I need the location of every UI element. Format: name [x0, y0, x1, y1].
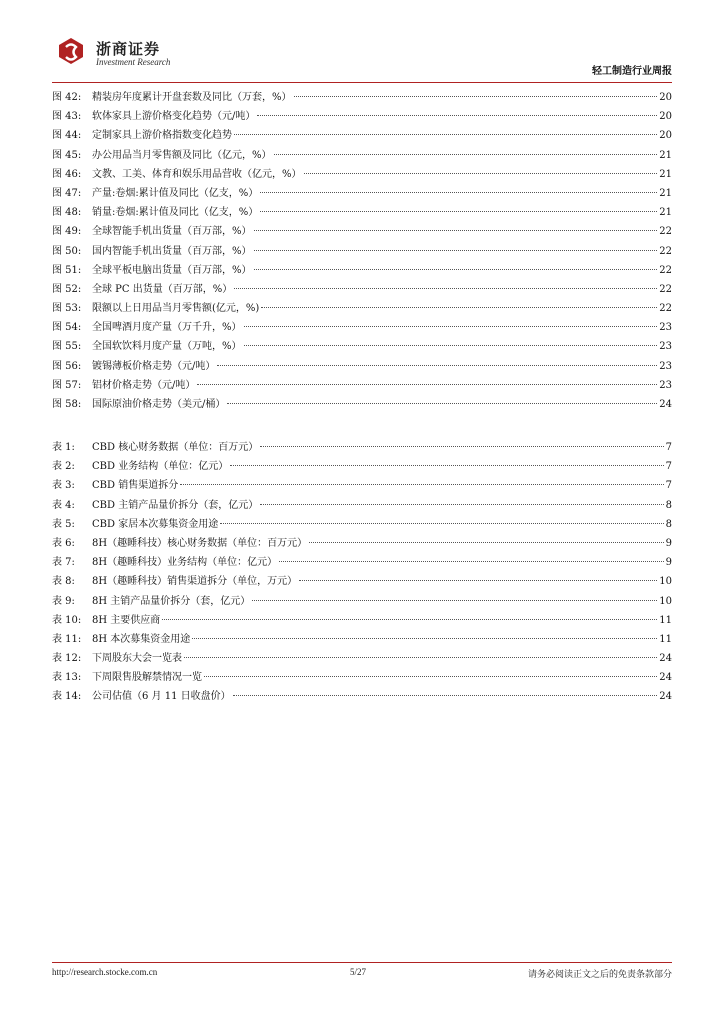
- table-entry[interactable]: [52, 534, 672, 553]
- entry-label: 图 49:: [52, 226, 82, 238]
- entry-label: 表 12:: [52, 653, 82, 665]
- dot-leader: [230, 465, 663, 466]
- table-entry[interactable]: [52, 496, 672, 515]
- dot-leader: [252, 600, 657, 601]
- entry-title: 8H（趣睡科技）业务结构（单位：亿元）: [92, 557, 278, 569]
- figure-entry[interactable]: [52, 299, 672, 318]
- entry-title: 精装房年度累计开盘套数及同比（万套，%）: [92, 92, 292, 103]
- entry-title: 办公用品当月零售额及同比（亿元，%）: [92, 149, 272, 161]
- entry-label: 图 56:: [52, 360, 82, 372]
- entry-page: 23: [659, 379, 672, 391]
- figure-entry[interactable]: [52, 165, 672, 184]
- entry-title: 软体家具上游价格变化趋势（元/吨）: [92, 111, 256, 123]
- entry-label: 图 58:: [52, 399, 82, 410]
- dot-leader: [204, 676, 657, 677]
- entry-label: 表 10:: [52, 614, 82, 626]
- figure-list: [52, 88, 672, 414]
- entry-page: 9: [665, 557, 672, 569]
- logo-subtitle: Investment Research: [96, 57, 171, 67]
- entry-label: 图 46:: [52, 168, 82, 180]
- figure-entry[interactable]: [52, 280, 672, 299]
- entry-page: 20: [659, 111, 672, 123]
- dot-leader: [184, 657, 657, 658]
- entry-page: 8: [665, 499, 672, 511]
- figure-entry[interactable]: [52, 203, 672, 222]
- dot-leader: [180, 484, 663, 485]
- entry-label: 表 9:: [52, 595, 75, 607]
- table-entry[interactable]: [52, 687, 672, 706]
- entry-page: 11: [659, 614, 672, 626]
- entry-page: 7: [665, 442, 672, 453]
- entry-label: 图 51:: [52, 264, 82, 276]
- dot-leader: [294, 96, 658, 97]
- figure-entry[interactable]: [52, 337, 672, 356]
- entry-title: 国际原油价格走势（美元/桶）: [92, 399, 226, 410]
- figure-entry[interactable]: [52, 318, 672, 337]
- entry-page: 22: [659, 264, 672, 276]
- entry-title: 公司估值（6 月 11 日收盘价）: [92, 691, 231, 703]
- entry-page: 22: [659, 303, 672, 315]
- entry-label: 表 2:: [52, 461, 75, 473]
- entry-title: CBD 家居本次募集资金用途: [92, 518, 219, 530]
- entry-title: 定制家具上游价格指数变化趋势: [92, 130, 232, 142]
- entry-label: 图 57:: [52, 379, 82, 391]
- entry-page: 22: [659, 245, 672, 257]
- entry-title: CBD 业务结构（单位：亿元）: [92, 461, 229, 473]
- table-list: [52, 438, 672, 707]
- entry-page: 21: [659, 168, 672, 180]
- page-number: 5/27: [350, 967, 367, 977]
- entry-label: 表 14:: [52, 691, 82, 703]
- entry-label: 图 50:: [52, 245, 82, 257]
- dot-leader: [299, 580, 657, 581]
- entry-title: 限额以上日用品当月零售额(亿元，%): [92, 303, 260, 315]
- dot-leader: [254, 230, 658, 231]
- page-header: [52, 28, 672, 84]
- dot-leader: [279, 561, 664, 562]
- dot-leader: [233, 695, 658, 696]
- entry-label: 表 5:: [52, 518, 75, 530]
- table-entry[interactable]: [52, 553, 672, 572]
- table-entry[interactable]: [52, 572, 672, 591]
- table-entry[interactable]: [52, 630, 672, 649]
- dot-leader: [254, 269, 658, 270]
- dot-leader: [217, 365, 657, 366]
- dot-leader: [244, 326, 658, 327]
- entry-label: 图 54:: [52, 322, 82, 334]
- entry-title: 8H（趣睡科技）核心财务数据（单位：百万元）: [92, 537, 308, 549]
- entry-label: 表 7:: [52, 557, 75, 569]
- figure-entry[interactable]: [52, 222, 672, 241]
- figure-entry[interactable]: [52, 184, 672, 203]
- entry-page: 7: [665, 480, 672, 492]
- table-entry[interactable]: [52, 668, 672, 687]
- entry-page: 10: [659, 576, 672, 588]
- logo-text: 浙商证券: [96, 40, 161, 58]
- logo-icon: [56, 36, 86, 66]
- dot-leader: [260, 504, 663, 505]
- footer-divider: [52, 962, 672, 963]
- figure-entry[interactable]: [52, 88, 672, 107]
- table-entry[interactable]: [52, 515, 672, 534]
- entry-title: 全球智能手机出货量（百万部，%）: [92, 226, 252, 238]
- entry-title: CBD 主销产品量价拆分（套，亿元）: [92, 499, 259, 511]
- entry-label: 图 52:: [52, 283, 82, 295]
- entry-page: 23: [659, 360, 672, 372]
- table-entry[interactable]: [52, 611, 672, 630]
- figure-entry[interactable]: [52, 242, 672, 261]
- disclaimer-note: 请务必阅读正文之后的免责条款部分: [527, 970, 672, 980]
- entry-label: 表 1:: [52, 442, 75, 453]
- entry-title: 全球平板电脑出货量（百万部，%）: [92, 264, 252, 276]
- entry-label: 图 48:: [52, 207, 82, 219]
- entry-page: 20: [659, 92, 672, 103]
- figure-entry[interactable]: [52, 357, 672, 376]
- dot-leader: [220, 523, 663, 524]
- entry-page: 24: [659, 399, 672, 410]
- entry-title: 8H 本次募集资金用途: [92, 633, 191, 645]
- dot-leader: [162, 619, 657, 620]
- entry-page: 21: [659, 149, 672, 161]
- entry-page: 21: [659, 207, 672, 219]
- dot-leader: [192, 638, 657, 639]
- entry-title: 产量:卷烟:累计值及同比（亿支，%）: [92, 187, 259, 199]
- dot-leader: [309, 542, 664, 543]
- dot-leader: [260, 192, 657, 193]
- entry-page: 22: [659, 283, 672, 295]
- entry-label: 图 47:: [52, 187, 82, 199]
- entry-page: 8: [665, 518, 672, 530]
- entry-title: 销量:卷烟:累计值及同比（亿支，%）: [92, 207, 259, 219]
- figure-entry[interactable]: [52, 107, 672, 126]
- report-title: 轻工制造行业周报: [592, 66, 672, 77]
- dot-leader: [260, 211, 657, 212]
- entry-page: 11: [659, 633, 672, 645]
- entry-page: 24: [659, 691, 672, 703]
- entry-page: 7: [665, 461, 672, 473]
- dot-leader: [274, 154, 658, 155]
- table-entry[interactable]: [52, 457, 672, 476]
- entry-label: 表 4:: [52, 499, 75, 511]
- dot-leader: [234, 134, 657, 135]
- entry-page: 20: [659, 130, 672, 142]
- table-entry[interactable]: [52, 476, 672, 495]
- entry-label: 表 11:: [52, 633, 82, 645]
- entry-page: 23: [659, 322, 672, 334]
- table-entry[interactable]: [52, 649, 672, 668]
- dot-leader: [304, 173, 658, 174]
- dot-leader: [254, 250, 658, 251]
- entry-page: 24: [659, 653, 672, 665]
- entry-title: 8H 主销产品量价拆分（套，亿元）: [92, 595, 251, 607]
- entry-page: 22: [659, 226, 672, 238]
- entry-page: 9: [665, 537, 672, 549]
- entry-label: 表 3:: [52, 480, 75, 492]
- figure-entry[interactable]: [52, 146, 672, 165]
- entry-title: 8H 主要供应商: [92, 614, 161, 626]
- header-divider: [52, 82, 672, 83]
- entry-title: 铝材价格走势（元/吨）: [92, 379, 196, 391]
- entry-label: 图 45:: [52, 149, 82, 161]
- dot-leader: [260, 446, 663, 447]
- entry-title: 8H（趣睡科技）销售渠道拆分（单位，万元）: [92, 576, 298, 588]
- figure-entry[interactable]: [52, 126, 672, 145]
- entry-title: 全球 PC 出货量（百万部，%）: [92, 283, 233, 295]
- figure-entry[interactable]: [52, 376, 672, 395]
- dot-leader: [244, 345, 658, 346]
- entry-page: 24: [659, 672, 672, 684]
- figure-entry[interactable]: [52, 261, 672, 280]
- entry-label: 表 6:: [52, 537, 75, 549]
- entry-title: 镀锡薄板价格走势（元/吨）: [92, 360, 216, 372]
- entry-title: 国内智能手机出货量（百万部，%）: [92, 245, 252, 257]
- entry-title: CBD 核心财务数据（单位：百万元）: [92, 442, 259, 453]
- entry-page: 10: [659, 595, 672, 607]
- entry-page: 23: [659, 341, 672, 353]
- dot-leader: [227, 403, 657, 404]
- entry-page: 21: [659, 187, 672, 199]
- dot-leader: [257, 115, 657, 116]
- entry-label: 图 55:: [52, 341, 82, 353]
- entry-label: 表 8:: [52, 576, 75, 588]
- dot-leader: [197, 384, 657, 385]
- dot-leader: [261, 307, 657, 308]
- table-entry[interactable]: [52, 438, 672, 457]
- figure-entry[interactable]: [52, 395, 672, 414]
- entry-title: 全国啤酒月度产量（万千升，%）: [92, 322, 242, 334]
- entry-title: 全国软饮料月度产量（万吨，%）: [92, 341, 242, 353]
- entry-label: 图 42:: [52, 92, 82, 103]
- entry-label: 图 43:: [52, 111, 82, 123]
- entry-label: 图 44:: [52, 130, 82, 142]
- entry-label: 图 53:: [52, 303, 82, 315]
- entry-title: 文教、工美、体育和娱乐用品营收（亿元，%）: [92, 168, 302, 180]
- entry-title: CBD 销售渠道拆分: [92, 480, 179, 492]
- entry-title: 下周限售股解禁情况一览: [92, 672, 202, 684]
- footer-url[interactable]: http://research.stocke.com.cn: [52, 967, 158, 977]
- table-entry[interactable]: [52, 592, 672, 611]
- entry-title: 下周股东大会一览表: [92, 653, 182, 665]
- entry-label: 表 13:: [52, 672, 82, 684]
- dot-leader: [234, 288, 657, 289]
